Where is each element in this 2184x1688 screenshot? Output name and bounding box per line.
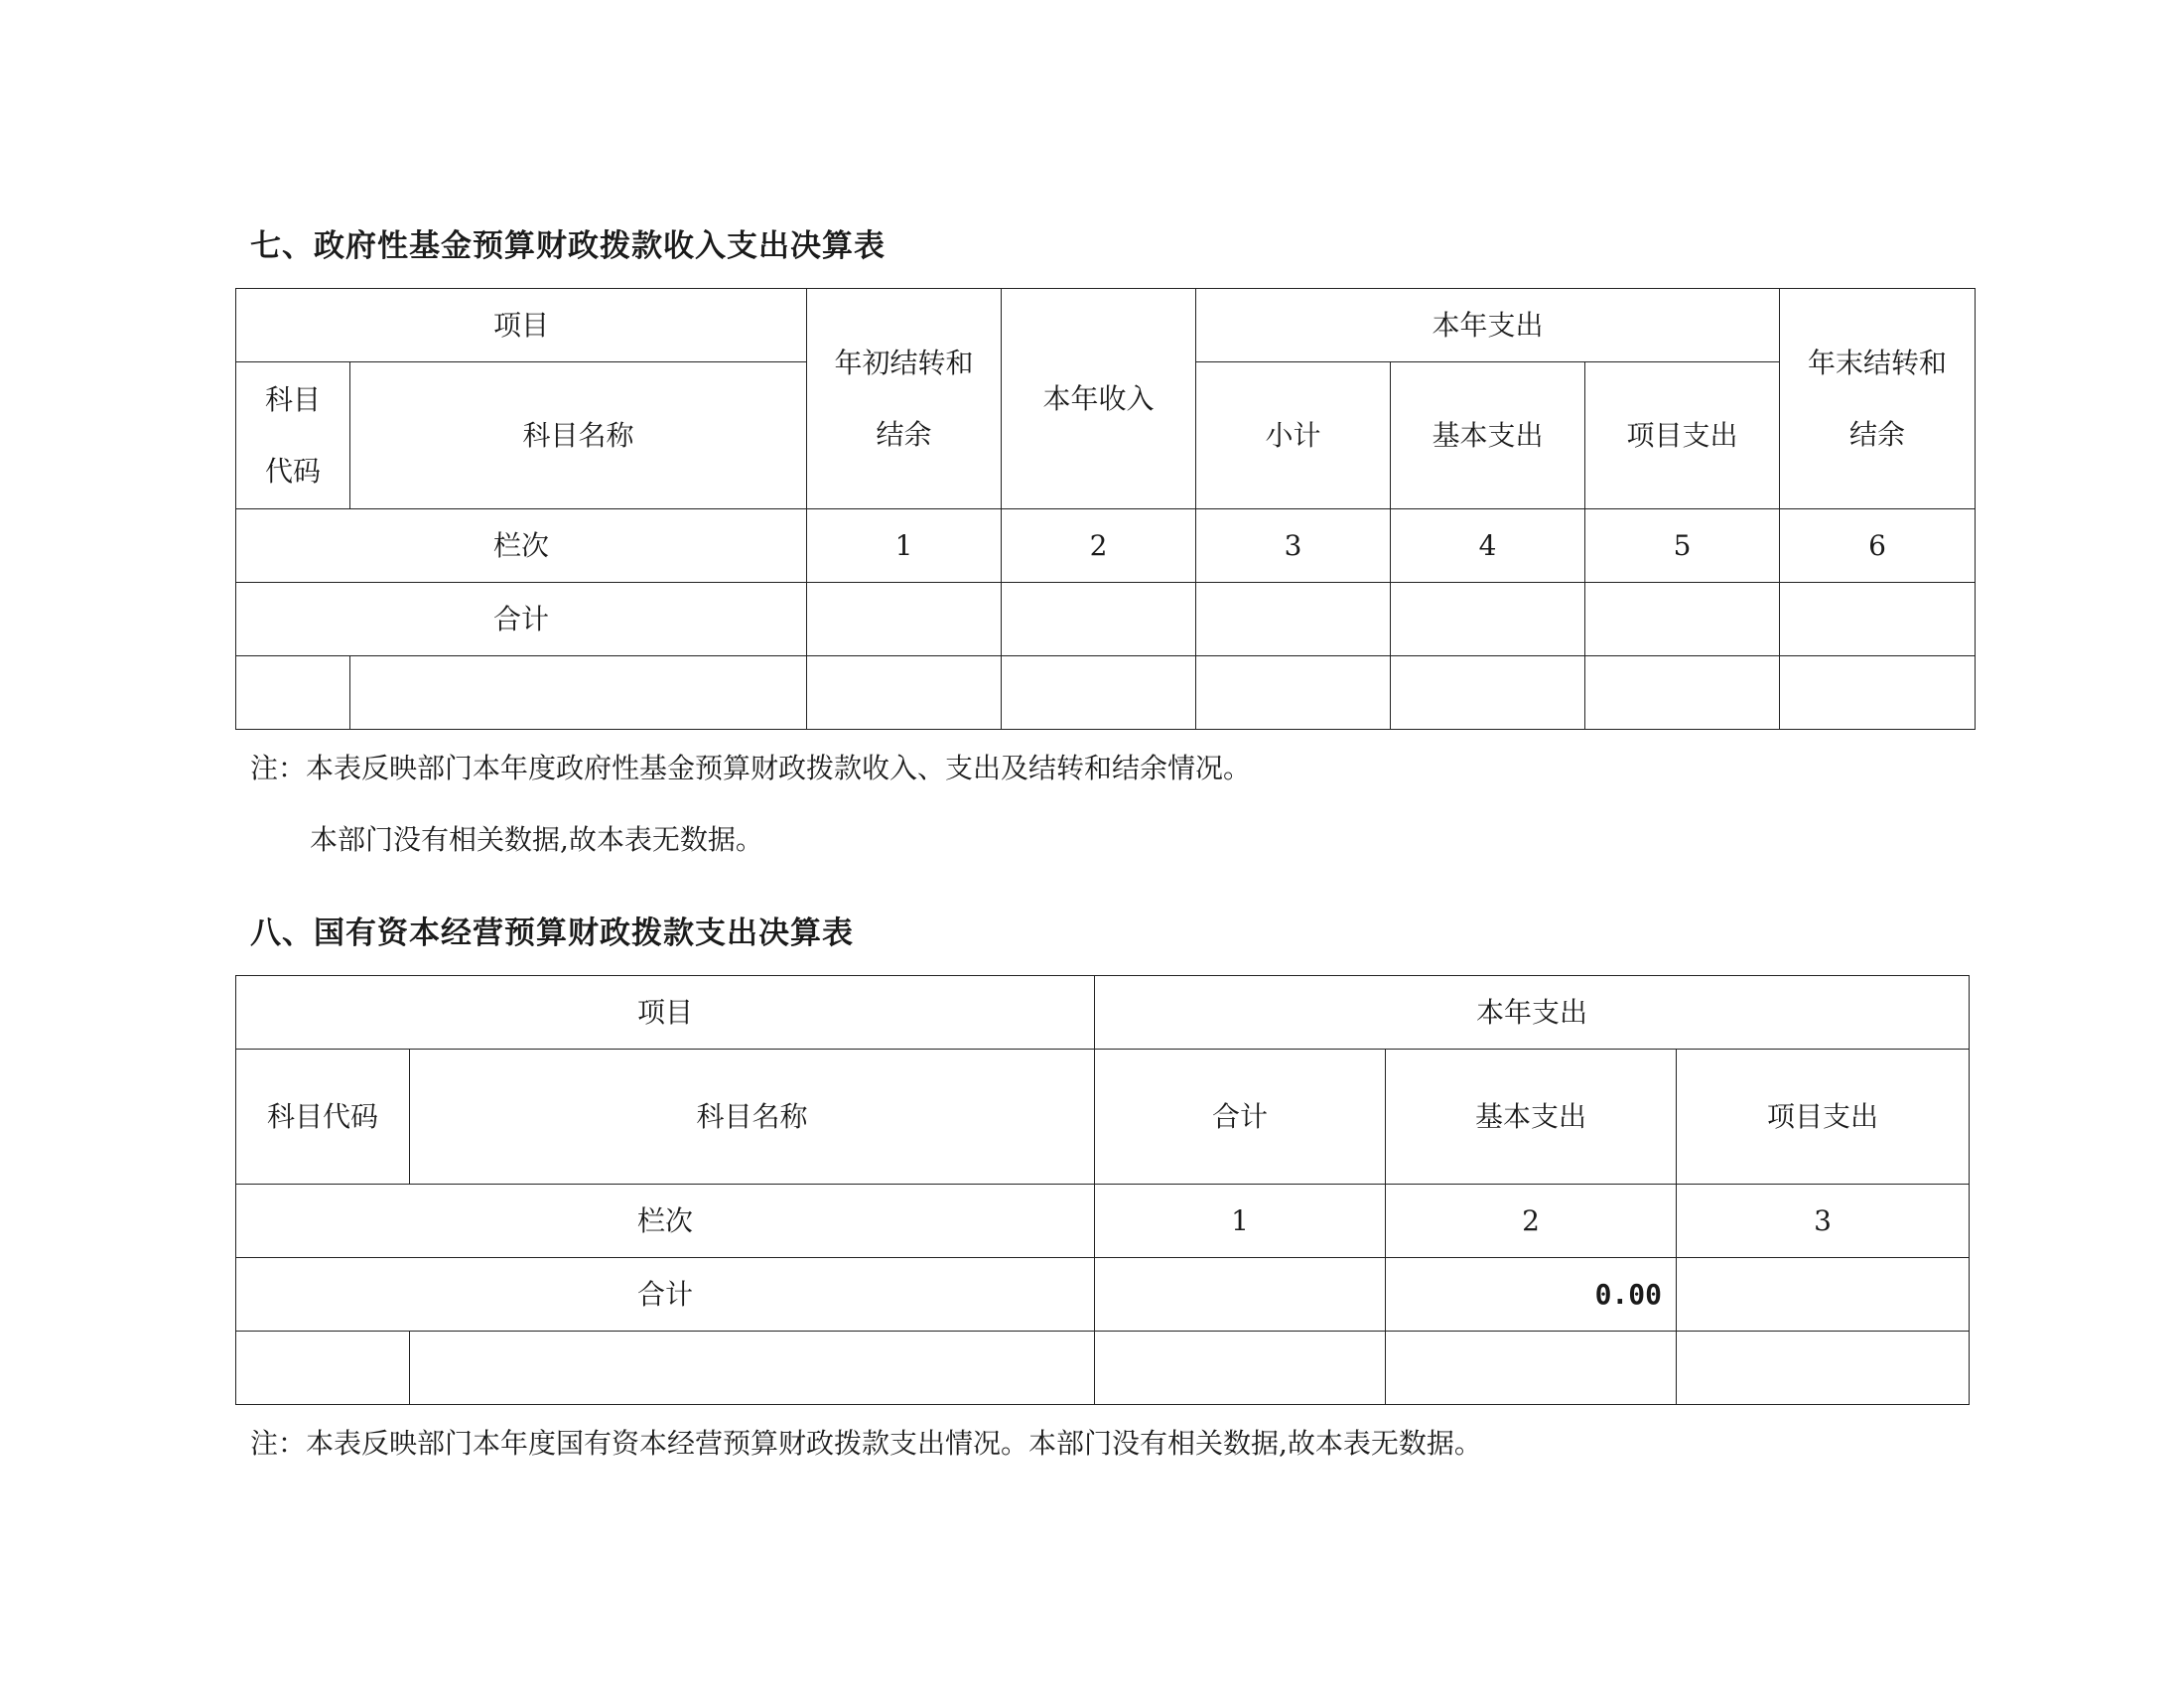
- state-capital-table: [235, 975, 1970, 1405]
- empty-cell: [1677, 1332, 1970, 1405]
- header-item: 项目: [236, 976, 1095, 1050]
- total-cell: [1002, 583, 1196, 656]
- total-cell-basic: 0.00: [1386, 1258, 1677, 1332]
- header-project: 项目支出: [1677, 1050, 1970, 1185]
- column-index: 2: [1002, 509, 1196, 583]
- empty-cell: [410, 1332, 1095, 1405]
- column-index: 3: [1196, 509, 1391, 583]
- column-index-label: 栏次: [236, 1185, 1095, 1258]
- column-index: 2: [1386, 1185, 1677, 1258]
- column-index: 6: [1780, 509, 1976, 583]
- column-index: 3: [1677, 1185, 1970, 1258]
- empty-cell: [1095, 1332, 1386, 1405]
- header-expenditure: 本年支出: [1095, 976, 1970, 1050]
- empty-cell: [1780, 656, 1976, 730]
- column-index-label: 栏次: [236, 509, 807, 583]
- empty-cell: [1585, 656, 1780, 730]
- table2-note: 注：本表反映部门本年度国有资本经营预算财政拨款支出情况。本部门没有相关数据,故本表无数据。: [250, 1427, 1482, 1460]
- header-total: 合计: [1095, 1050, 1386, 1185]
- header-basic: 基本支出: [1386, 1050, 1677, 1185]
- total-cell: [1196, 583, 1391, 656]
- total-row-label: 合计: [236, 583, 807, 656]
- header-subject-code: [236, 362, 350, 509]
- total-cell: [1585, 583, 1780, 656]
- header-subject-code: 科目代码: [236, 1050, 410, 1185]
- header-subtotal: 小计: [1196, 362, 1391, 509]
- header-expenditure: 本年支出: [1196, 289, 1780, 362]
- total-cell: [1391, 583, 1585, 656]
- table1-note: 注：本表反映部门本年度政府性基金预算财政拨款收入、支出及结转和结余情况。: [250, 752, 1252, 784]
- empty-cell: [350, 656, 807, 730]
- header-subject-code-text: 科目代码: [264, 382, 321, 488]
- empty-cell: [1196, 656, 1391, 730]
- total-row-label: 合计: [236, 1258, 1095, 1332]
- total-cell: [1095, 1258, 1386, 1332]
- header-basic: 基本支出: [1391, 362, 1585, 509]
- total-cell: [807, 583, 1002, 656]
- header-closing-balance: [1780, 289, 1976, 509]
- header-opening-balance-text: 年初结转和结余: [834, 346, 974, 451]
- header-item: 项目: [236, 289, 807, 362]
- table1-note-continued: 本部门没有相关数据,故本表无数据。: [310, 823, 763, 856]
- header-income: 本年收入: [1002, 289, 1196, 509]
- total-cell: [1780, 583, 1976, 656]
- column-index: 5: [1585, 509, 1780, 583]
- empty-cell: [1386, 1332, 1677, 1405]
- header-opening-balance: [807, 289, 1002, 509]
- header-subject-name: 科目名称: [350, 362, 807, 509]
- govt-fund-table: [235, 288, 1976, 730]
- empty-cell: [1002, 656, 1196, 730]
- header-closing-balance-text: 年末结转和结余: [1808, 346, 1948, 451]
- empty-cell: [236, 656, 350, 730]
- empty-cell: [807, 656, 1002, 730]
- header-project: 项目支出: [1585, 362, 1780, 509]
- total-cell: [1677, 1258, 1970, 1332]
- table2-title: 八、国有资本经营预算财政拨款支出决算表: [250, 915, 854, 951]
- table1-title: 七、政府性基金预算财政拨款收入支出决算表: [250, 228, 886, 264]
- empty-cell: [1391, 656, 1585, 730]
- column-index: 4: [1391, 509, 1585, 583]
- column-index: 1: [807, 509, 1002, 583]
- column-index: 1: [1095, 1185, 1386, 1258]
- empty-cell: [236, 1332, 410, 1405]
- header-subject-name: 科目名称: [410, 1050, 1095, 1185]
